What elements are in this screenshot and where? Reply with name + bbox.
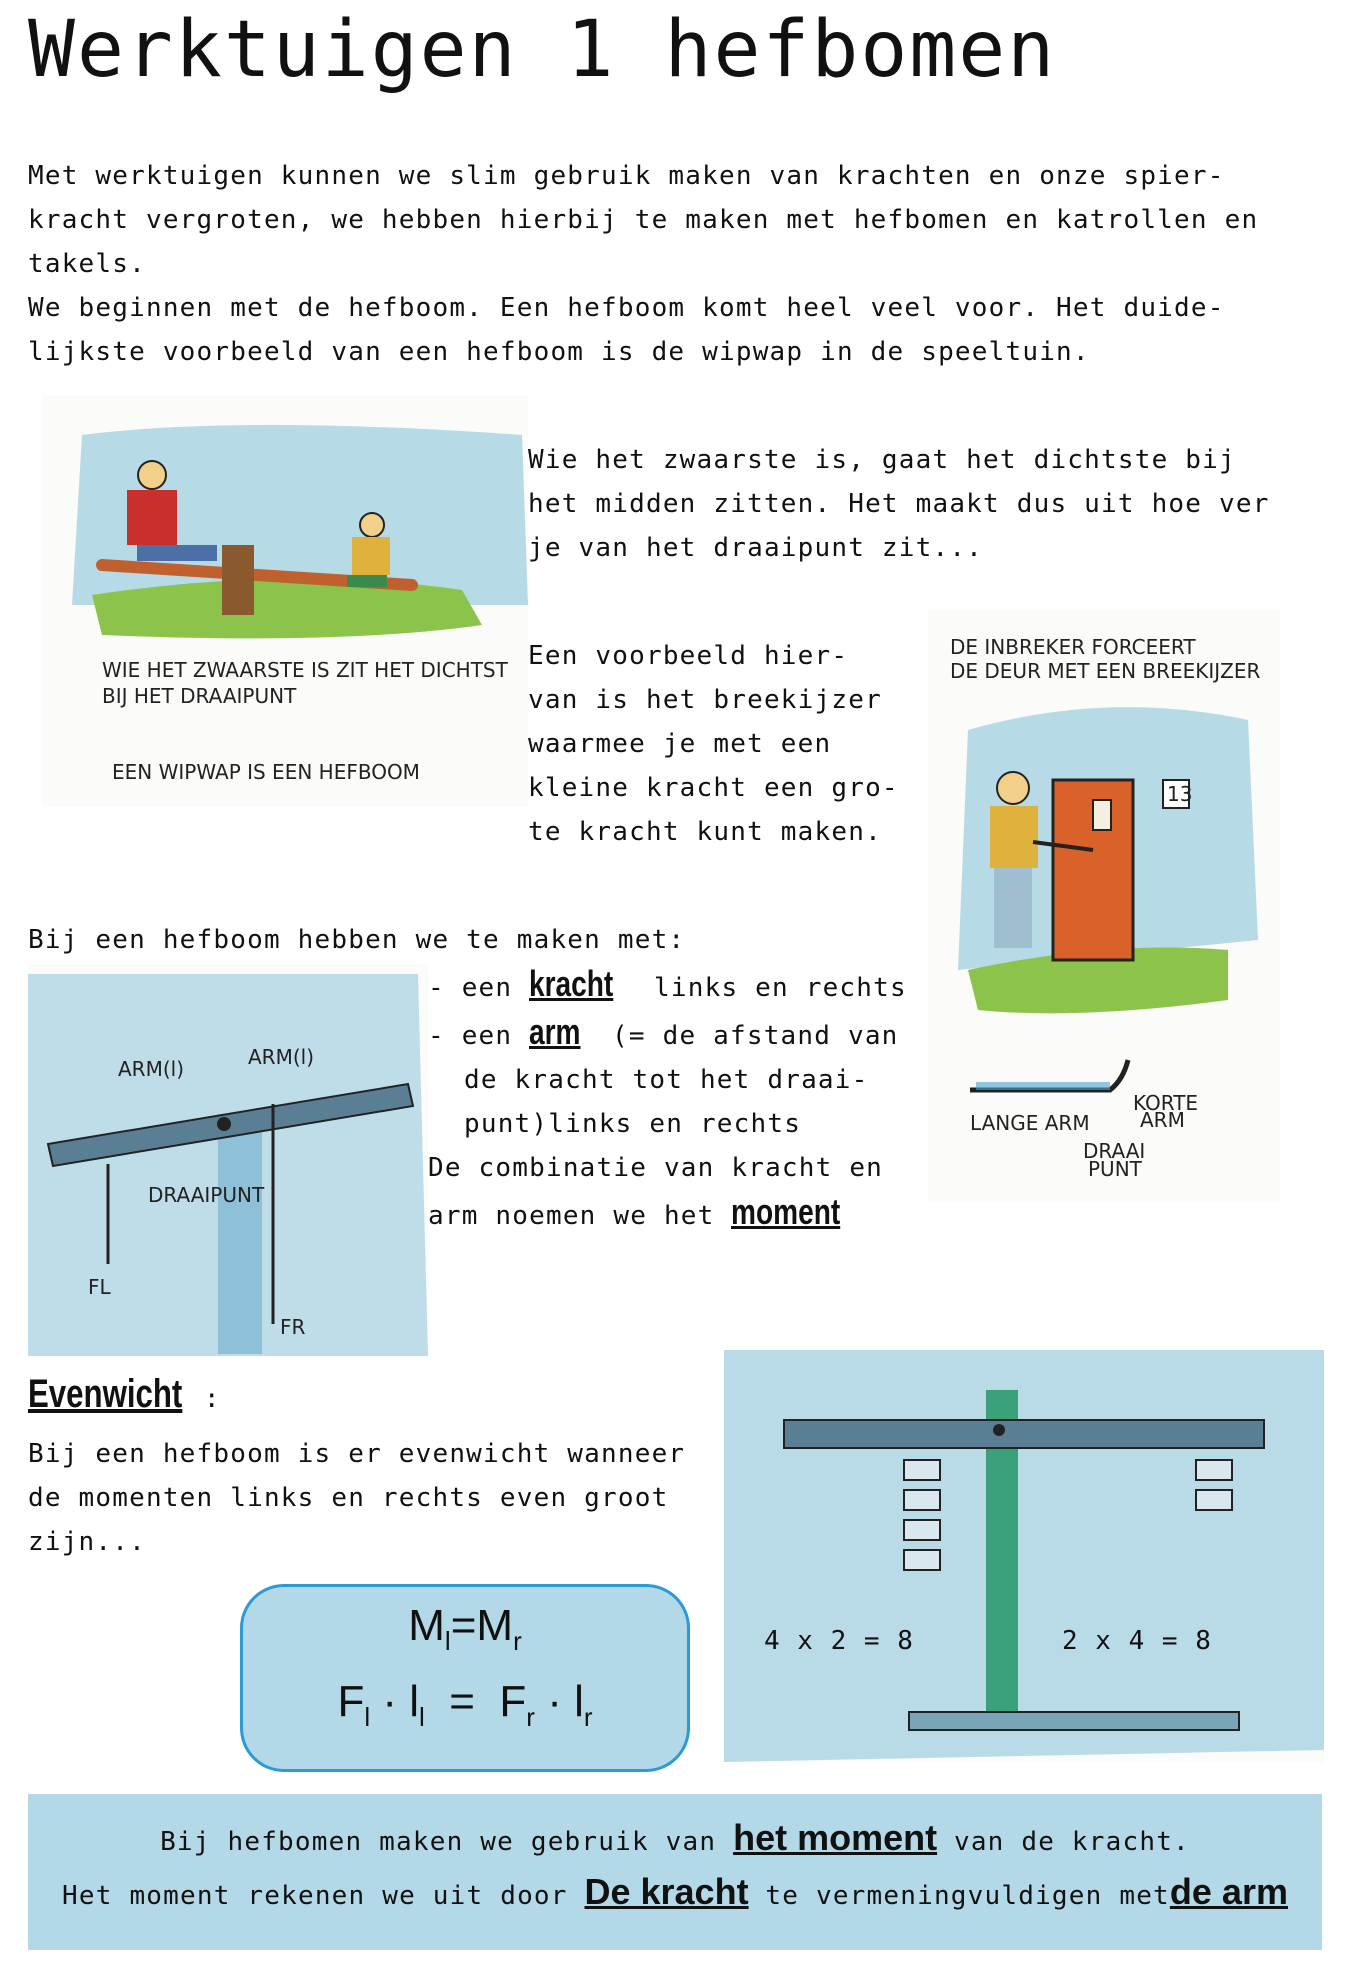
balance-illustration <box>724 1350 1324 1762</box>
label-force-right: FR <box>280 1315 306 1339</box>
crowbar-line: Een voorbeeld hier- <box>528 641 849 671</box>
summary-line-2: Het moment rekenen we uit door De kracht te vermeningvuldigen metde arm <box>62 1871 1288 1912</box>
seesaw-caption-1: WIE HET ZWAARSTE IS ZIT HET DICHTST <box>102 658 508 682</box>
crowbar-line: te kracht kunt maken. <box>528 817 882 847</box>
seesaw-line: Wie het zwaarste is, gaat het dichtste bij <box>528 445 1236 475</box>
balance-line: de momenten links en rechts even groot <box>28 1483 669 1513</box>
formula-moments: $M_l=M_r$ <box>408 1601 522 1656</box>
lever-heading: Bij een hefboom hebben we te maken met: <box>28 925 686 955</box>
intro-line: kracht vergroten, we hebben hierbij te maken met hefbomen en katrollen en <box>28 205 1259 235</box>
lever-items <box>428 962 907 1238</box>
page-title: Werktuigen 1 hefbomen <box>28 5 1057 95</box>
intro-line: takels. <box>28 249 146 279</box>
door-number: 13 <box>1167 782 1193 806</box>
balance-line: Bij een hefboom is er evenwicht wanneer <box>28 1439 686 1469</box>
intro-line: lijkste voorbeeld van een hefboom is de wipwap in de speeltuin. <box>28 337 1090 367</box>
seesaw-line: het midden zitten. Het maakt dus uit hoe ver <box>528 489 1270 519</box>
intro-line: We beginnen met de hefboom. Een hefboom komt heel veel voor. Het duide- <box>28 293 1225 323</box>
lever-item-force: - een kracht links en rechts <box>428 963 907 1004</box>
summary-panel <box>28 1794 1322 1950</box>
seesaw-line: je van het draaipunt zit... <box>528 533 984 563</box>
balance-heading: Evenwicht <box>28 1372 183 1416</box>
label-pivot: DRAAIPUNT <box>148 1183 265 1207</box>
crowbar-line: waarmee je met een <box>528 729 832 759</box>
label-arm-left: ARM(l) <box>118 1057 184 1081</box>
burglar-illustration <box>928 610 1280 1202</box>
combo-line: De combinatie van kracht en <box>428 1153 884 1183</box>
intro-paragraph <box>28 154 1258 374</box>
seesaw-text <box>528 438 1270 570</box>
burglar-caption-2: DE DEUR MET EEN BREEKIJZER <box>950 659 1261 683</box>
label-pivot-1: DRAAI <box>1083 1139 1146 1163</box>
lever-item-arm: - een arm (= de afstand van <box>428 1011 899 1052</box>
formula-box <box>240 1584 690 1772</box>
left-calculation: 4 x 2 = 8 <box>764 1626 914 1656</box>
lever-item-arm-cont: punt)links en rechts <box>464 1109 802 1139</box>
summary-line-1: Bij hefbomen maken we gebruik van het moment van de kracht. <box>160 1817 1190 1858</box>
label-force-left: FL <box>88 1275 111 1299</box>
seesaw-caption-2: BIJ HET DRAAIPUNT <box>102 684 297 708</box>
label-short-arm-1: KORTE <box>1133 1091 1199 1115</box>
balance-line: zijn... <box>28 1527 146 1557</box>
label-short-arm-2: ARM <box>1140 1108 1185 1132</box>
label-arm-right: ARM(l) <box>248 1045 314 1069</box>
label-pivot-2: PUNT <box>1088 1157 1142 1181</box>
combo-line: arm noemen we het moment <box>428 1191 841 1232</box>
keyword-arm: arm <box>529 1011 581 1052</box>
seesaw-caption-3: EEN WIPWAP IS EEN HEFBOOM <box>112 760 420 784</box>
crowbar-line: van is het breekijzer <box>528 685 882 715</box>
right-calculation: 2 x 4 = 8 <box>1062 1626 1212 1656</box>
keyword-de-kracht: De kracht <box>584 1871 749 1912</box>
keyword-kracht: kracht <box>529 963 614 1004</box>
lever-diagram <box>28 964 428 1356</box>
crowbar-text <box>528 634 899 854</box>
burglar-caption-1: DE INBREKER FORCEERT <box>950 635 1196 659</box>
intro-line: Met werktuigen kunnen we slim gebruik maken van krachten en onze spier- <box>28 161 1225 191</box>
balance-heading-wrap: Evenwicht : <box>28 1372 220 1416</box>
keyword-het-moment: het moment <box>733 1817 938 1858</box>
label-long-arm: LANGE ARM <box>970 1111 1090 1135</box>
formula-forces: $F_l \cdot l_l = F_r \cdot l_r$ <box>337 1676 593 1732</box>
keyword-moment: moment <box>731 1191 841 1232</box>
balance-text <box>28 1432 685 1564</box>
keyword-de-arm: de arm <box>1169 1871 1288 1912</box>
crowbar-line: kleine kracht een gro- <box>528 773 899 803</box>
seesaw-illustration <box>42 395 528 807</box>
lever-item-arm-cont: de kracht tot het draai- <box>464 1065 869 1095</box>
